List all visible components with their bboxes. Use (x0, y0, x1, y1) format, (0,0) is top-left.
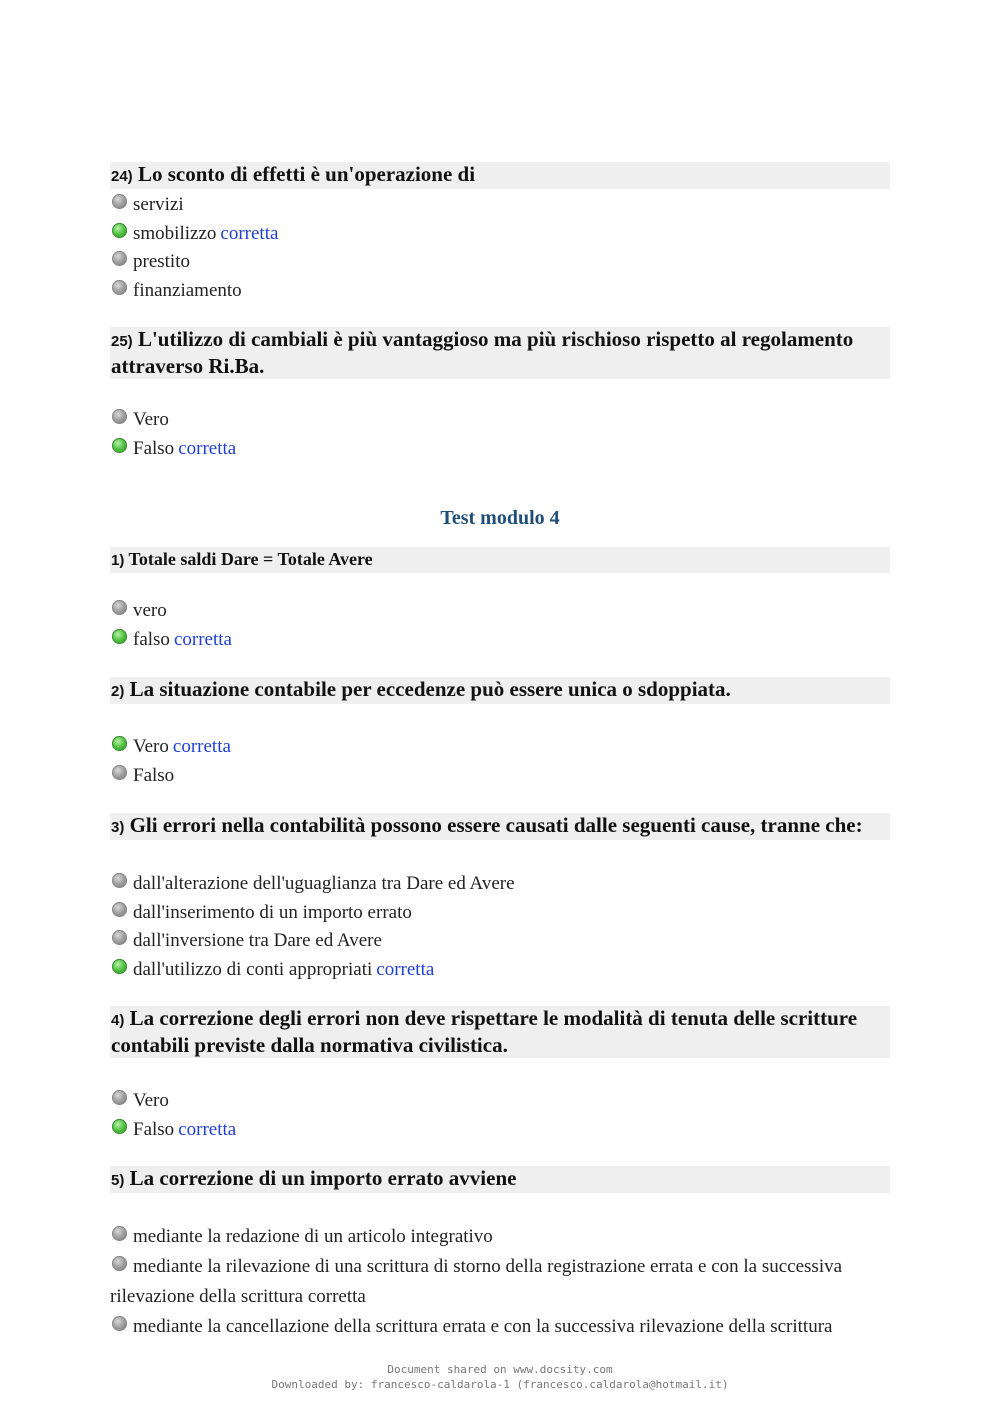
page-footer (0, 1362, 1000, 1392)
radio-unselected-icon[interactable] (112, 873, 127, 888)
radio-unselected-icon[interactable] (112, 251, 127, 266)
option-row (110, 1252, 890, 1312)
question-4-options (110, 1087, 890, 1144)
option-row (110, 870, 890, 899)
correct-answer-tag: corretta (178, 437, 237, 459)
question-text: La correzione di un importo errato avviene (129, 1166, 517, 1190)
option-label: Falso (133, 764, 175, 786)
option-row (110, 597, 890, 626)
question-text: La correzione degli errori non deve rispettare le modalità di tenuta delle scritture contabili previste dalla normativa civilistica. (111, 1006, 858, 1057)
option-label: falso (133, 628, 170, 650)
radio-selected-icon[interactable] (112, 629, 127, 644)
question-5-heading (110, 1166, 890, 1193)
question-text: Lo sconto di effetti è un'operazione di (137, 162, 476, 186)
question-number: 1) (111, 552, 125, 569)
radio-selected-icon[interactable] (112, 736, 127, 751)
question-2-heading (110, 677, 890, 704)
radio-unselected-icon[interactable] (112, 902, 127, 917)
radio-unselected-icon[interactable] (112, 194, 127, 209)
question-4-heading (110, 1006, 890, 1058)
footer-downloaded-text: Downloaded by: francesco-caldarola-1 (francesco.caldarola@hotmail.it) (271, 1378, 729, 1391)
option-row (110, 1087, 890, 1116)
option-label: Falso (133, 437, 175, 459)
radio-selected-icon[interactable] (112, 959, 127, 974)
option-label: vero (133, 600, 167, 621)
question-text: Gli errori nella contabilità possono essere causati dalle seguenti cause, tranne che: (129, 813, 863, 837)
question-1-heading (110, 547, 890, 573)
option-label: dall'utilizzo di conti appropriati (133, 958, 373, 980)
option-row (110, 762, 890, 791)
option-row (110, 899, 890, 928)
question-text: La situazione contabile per eccedenze può essere unica o sdoppiata. (129, 677, 731, 701)
question-number: 25) (111, 333, 133, 350)
radio-unselected-icon[interactable] (112, 1090, 127, 1105)
question-25-options (110, 406, 890, 463)
radio-unselected-icon[interactable] (112, 280, 127, 295)
correct-answer-tag: corretta (178, 1118, 237, 1140)
option-label: Vero (133, 409, 169, 430)
question-number: 24) (111, 168, 133, 185)
radio-unselected-icon[interactable] (112, 1316, 127, 1331)
question-3-options (110, 870, 890, 984)
option-label: Vero (133, 1090, 169, 1111)
quiz-content (110, 162, 890, 1342)
option-label: servizi (133, 194, 184, 215)
option-label: prestito (133, 251, 190, 272)
option-label: mediante la rilevazione di una scrittura di storno della registrazione errata e con la successiva rilevazione della scrittura corretta (110, 1256, 843, 1307)
radio-selected-icon[interactable] (112, 223, 127, 238)
question-5-options (110, 1222, 890, 1342)
correct-answer-tag: corretta (376, 958, 435, 980)
radio-unselected-icon[interactable] (112, 765, 127, 780)
option-row (110, 927, 890, 956)
question-24-options (110, 191, 890, 305)
option-row (110, 277, 890, 306)
question-number: 5) (111, 1172, 125, 1189)
option-row (110, 220, 890, 249)
correct-answer-tag: corretta (173, 628, 232, 650)
question-24-heading (110, 162, 890, 189)
question-2-options (110, 733, 890, 790)
option-row (110, 248, 890, 277)
question-number: 3) (111, 819, 125, 836)
radio-unselected-icon[interactable] (112, 409, 127, 424)
option-row (110, 1222, 890, 1252)
question-1-options (110, 597, 890, 654)
question-number: 2) (111, 683, 125, 700)
option-label: dall'inserimento di un importo errato (133, 901, 412, 923)
question-number: 4) (111, 1012, 125, 1029)
option-label: dall'alterazione dell'uguaglianza tra Dare ed Avere (133, 873, 515, 894)
option-label: Vero (133, 736, 169, 757)
radio-unselected-icon[interactable] (112, 600, 127, 615)
correct-answer-tag: corretta (220, 222, 279, 244)
option-label: smobilizzo (133, 222, 217, 244)
option-row (110, 733, 890, 762)
radio-selected-icon[interactable] (112, 1119, 127, 1134)
radio-unselected-icon[interactable] (112, 1256, 127, 1271)
option-label: Falso (133, 1118, 175, 1140)
option-row (110, 406, 890, 435)
option-label: dall'inversione tra Dare ed Avere (133, 930, 382, 951)
option-row (110, 435, 890, 464)
option-label: finanziamento (133, 279, 242, 301)
option-row (110, 626, 890, 655)
radio-selected-icon[interactable] (112, 438, 127, 453)
question-text: Totale saldi Dare = Totale Avere (128, 549, 373, 569)
option-row (110, 1116, 890, 1145)
radio-unselected-icon[interactable] (112, 1226, 127, 1241)
option-label: mediante la cancellazione della scrittura errata e con la successiva rilevazione della scrittura (133, 1316, 833, 1337)
question-text: L'utilizzo di cambiali è più vantaggioso ma più rischioso rispetto al regolamento attraverso Ri.Ba. (111, 327, 854, 378)
question-3-heading (110, 813, 890, 840)
question-25-heading (110, 327, 890, 379)
radio-unselected-icon[interactable] (112, 930, 127, 945)
footer-shared-text: Document shared on www.docsity.com (387, 1363, 613, 1376)
option-row (110, 1312, 890, 1342)
option-row (110, 191, 890, 220)
option-row (110, 956, 890, 985)
correct-answer-tag: corretta (172, 736, 231, 757)
option-label: mediante la redazione di un articolo integrativo (133, 1226, 493, 1247)
section-title: Test modulo 4 (440, 507, 560, 529)
